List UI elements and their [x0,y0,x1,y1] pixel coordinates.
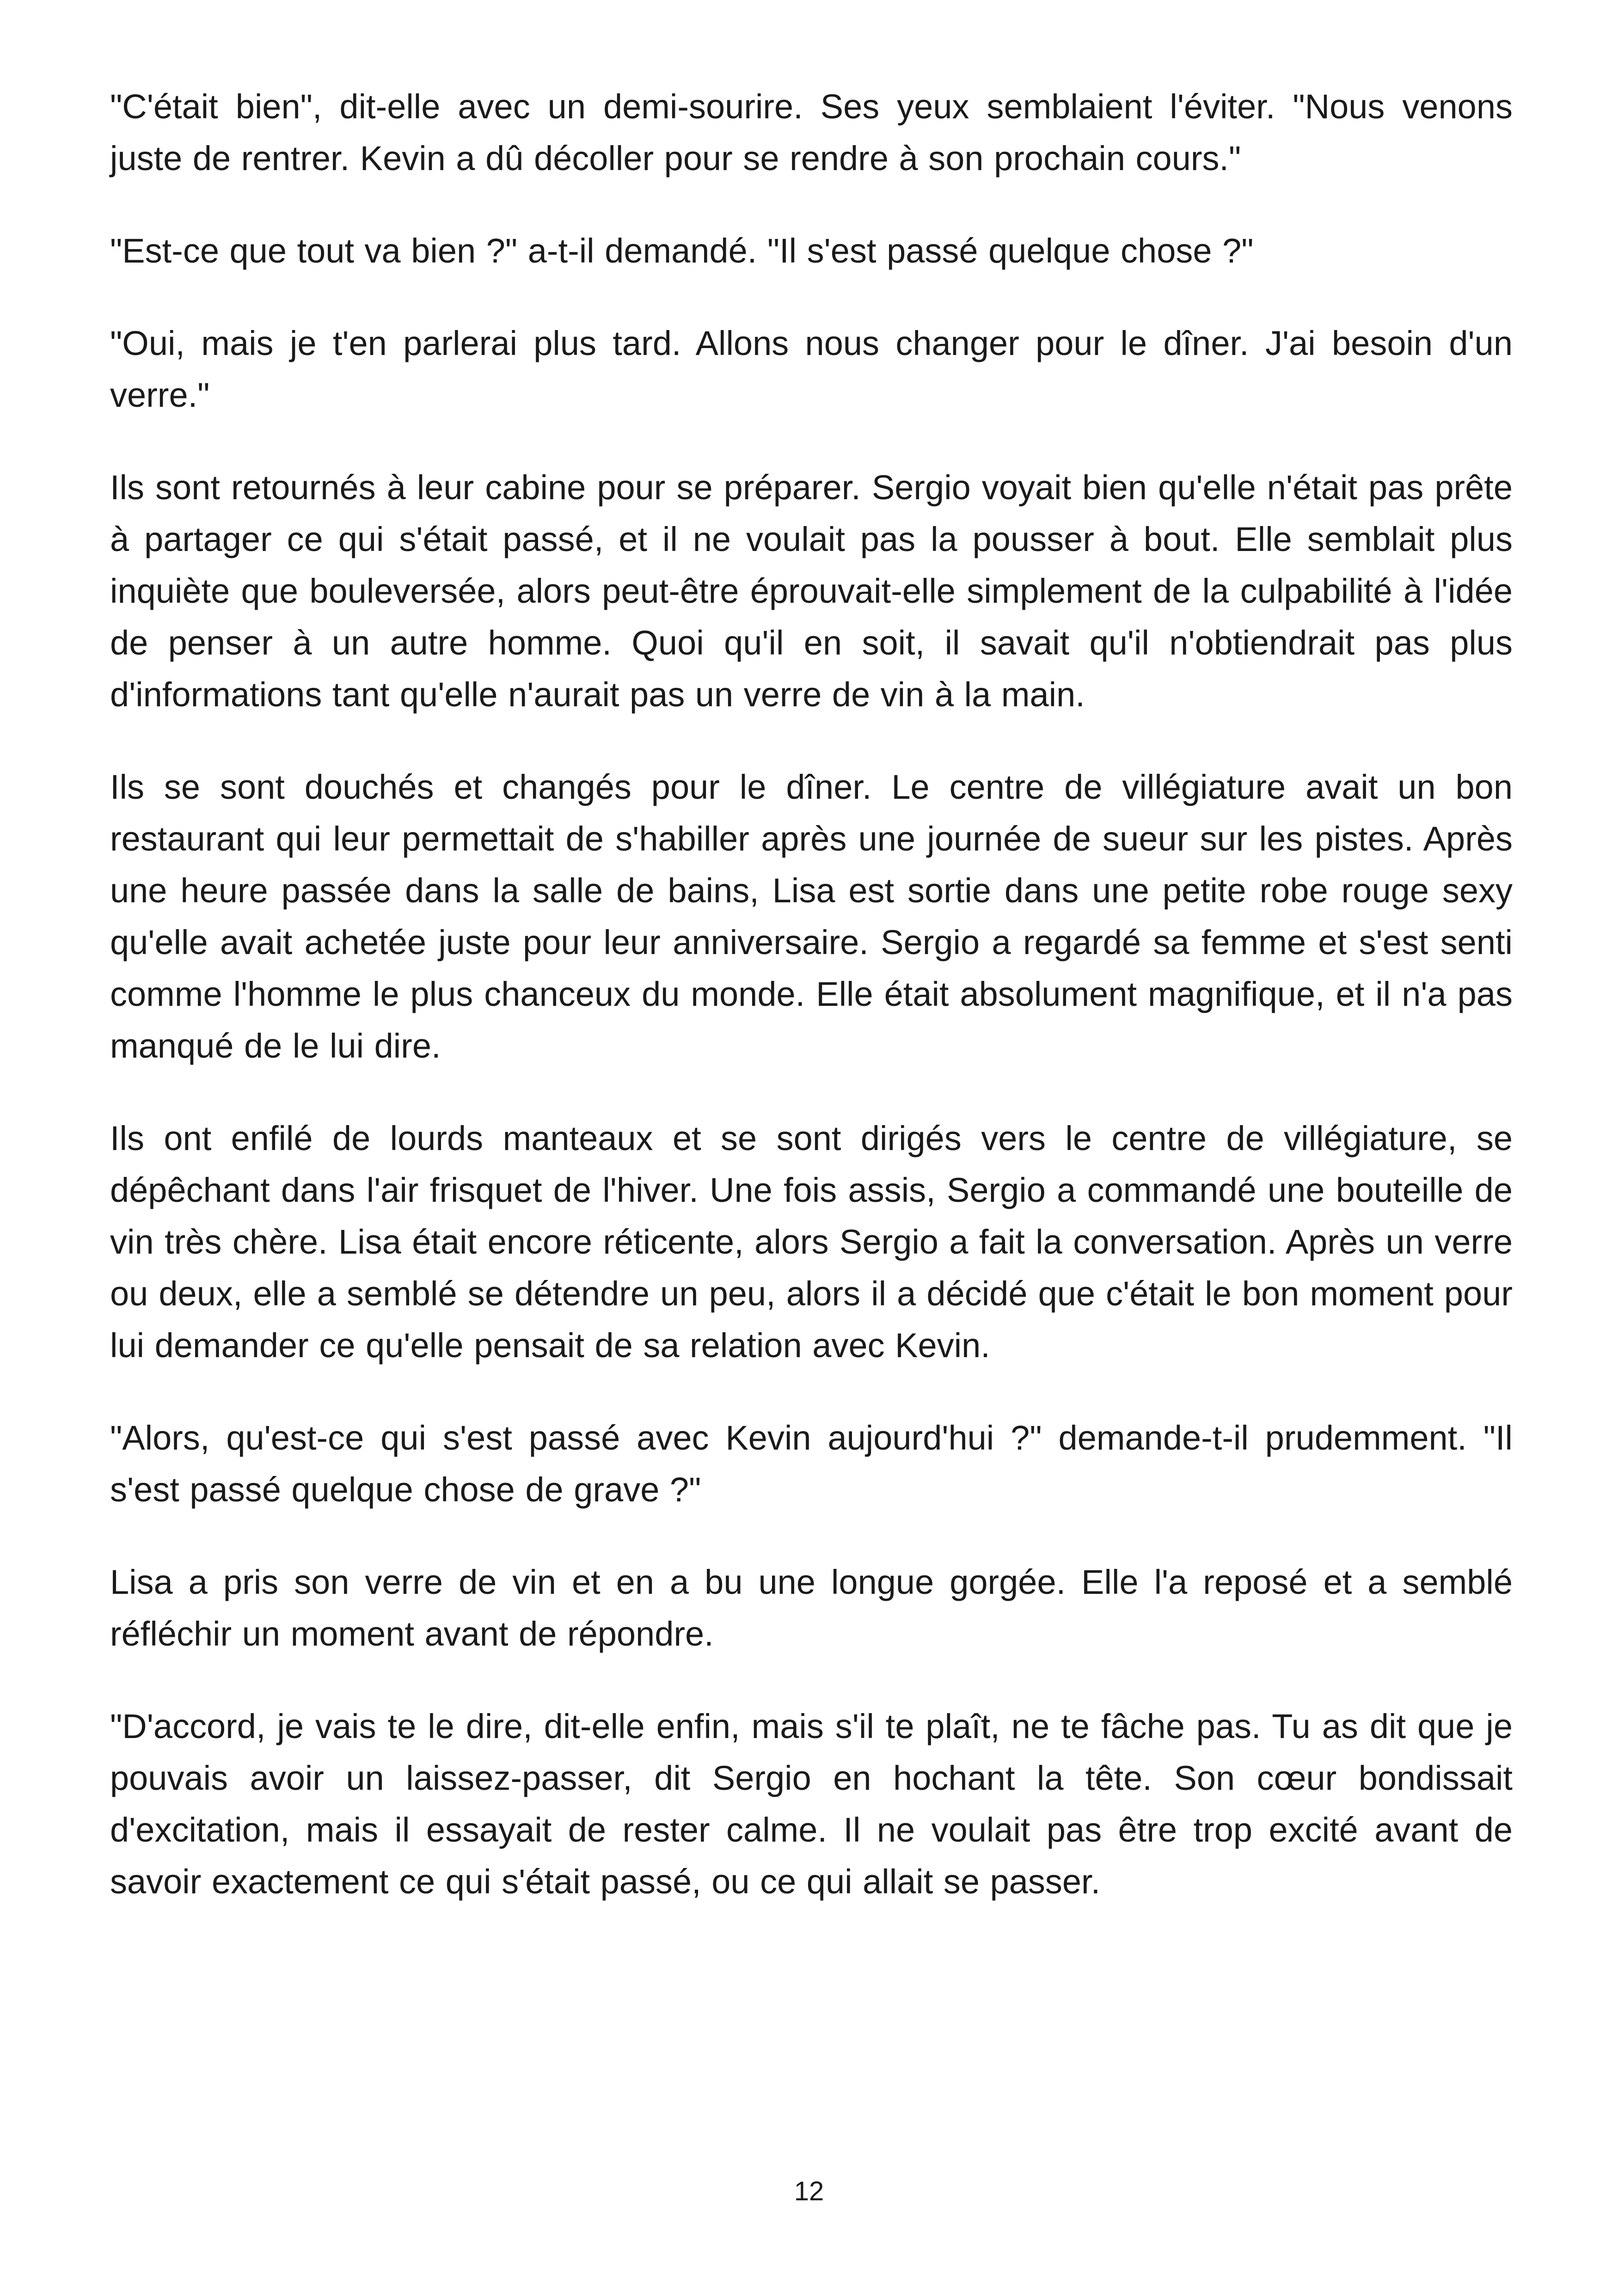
page-number: 12 [794,2176,824,2206]
paragraph: "Est-ce que tout va bien ?" a-t-il demandé. "Il s'est passé quelque chose ?" [110,232,1254,270]
paragraph: Ils se sont douchés et changés pour le dîner. Le centre de villégiature avait un bon restaurant qui leur permettait de s'habiller après une journée de sueur sur les pistes. Après une heure passée dans la salle de bains, Lisa est sortie dans une petite robe rouge sexy qu'elle avait achetée juste pour leur anniversaire. Sergio a regardé sa femme et s'est senti comme l'homme le plus chanceux du monde. Elle était absolument magnifique, et il n'a pas manqué de le lui dire. [110,768,1513,1065]
paragraph: Ils sont retournés à leur cabine pour se préparer. Sergio voyait bien qu'elle n'était pas prête à partager ce qui s'était passé, et il ne voulait pas la pousser à bout. Elle semblait plus inquiète que bouleversée, alors peut-être éprouvait-elle simplement de la culpabilité à l'idée de penser à un autre homme. Quoi qu'il en soit, il savait qu'il n'obtiendrait pas plus d'informations tant qu'elle n'aurait pas un verre de vin à la main. [110,468,1513,714]
page-body [110,81,1513,1908]
paragraph: "Alors, qu'est-ce qui s'est passé avec Kevin aujourd'hui ?" demande-t-il prudemment. "Il s'est passé quelque chose de grave ?" [110,1419,1513,1509]
paragraph: Lisa a pris son verre de vin et en a bu une longue gorgée. Elle l'a reposé et a semblé réfléchir un moment avant de répondre. [110,1563,1513,1653]
paragraph: "Oui, mais je t'en parlerai plus tard. Allons nous changer pour le dîner. J'ai besoin d'un verre." [110,324,1513,414]
paragraph: Ils ont enfilé de lourds manteaux et se sont dirigés vers le centre de villégiature, se dépêchant dans l'air frisquet de l'hiver. Une fois assis, Sergio a commandé une bouteille de vin très chère. Lisa était encore réticente, alors Sergio a fait la conversation. Après un verre ou deux, elle a semblé se détendre un peu, alors il a décidé que c'était le bon moment pour lui demander ce qu'elle pensait de sa relation avec Kevin. [110,1119,1513,1365]
paragraph: "C'était bien", dit-elle avec un demi-sourire. Ses yeux semblaient l'éviter. "Nous venons juste de rentrer. Kevin a dû décoller pour se rendre à son prochain cours." [110,87,1513,178]
paragraph: "D'accord, je vais te le dire, dit-elle enfin, mais s'il te plaît, ne te fâche pas. Tu as dit que je pouvais avoir un laissez-passer, dit Sergio en hochant la tête. Son cœur bondissait d'excitation, mais il essayait de rester calme. Il ne voulait pas être trop excité avant de savoir exactement ce qui s'était passé, ou ce qui allait se passer. [110,1707,1513,1901]
